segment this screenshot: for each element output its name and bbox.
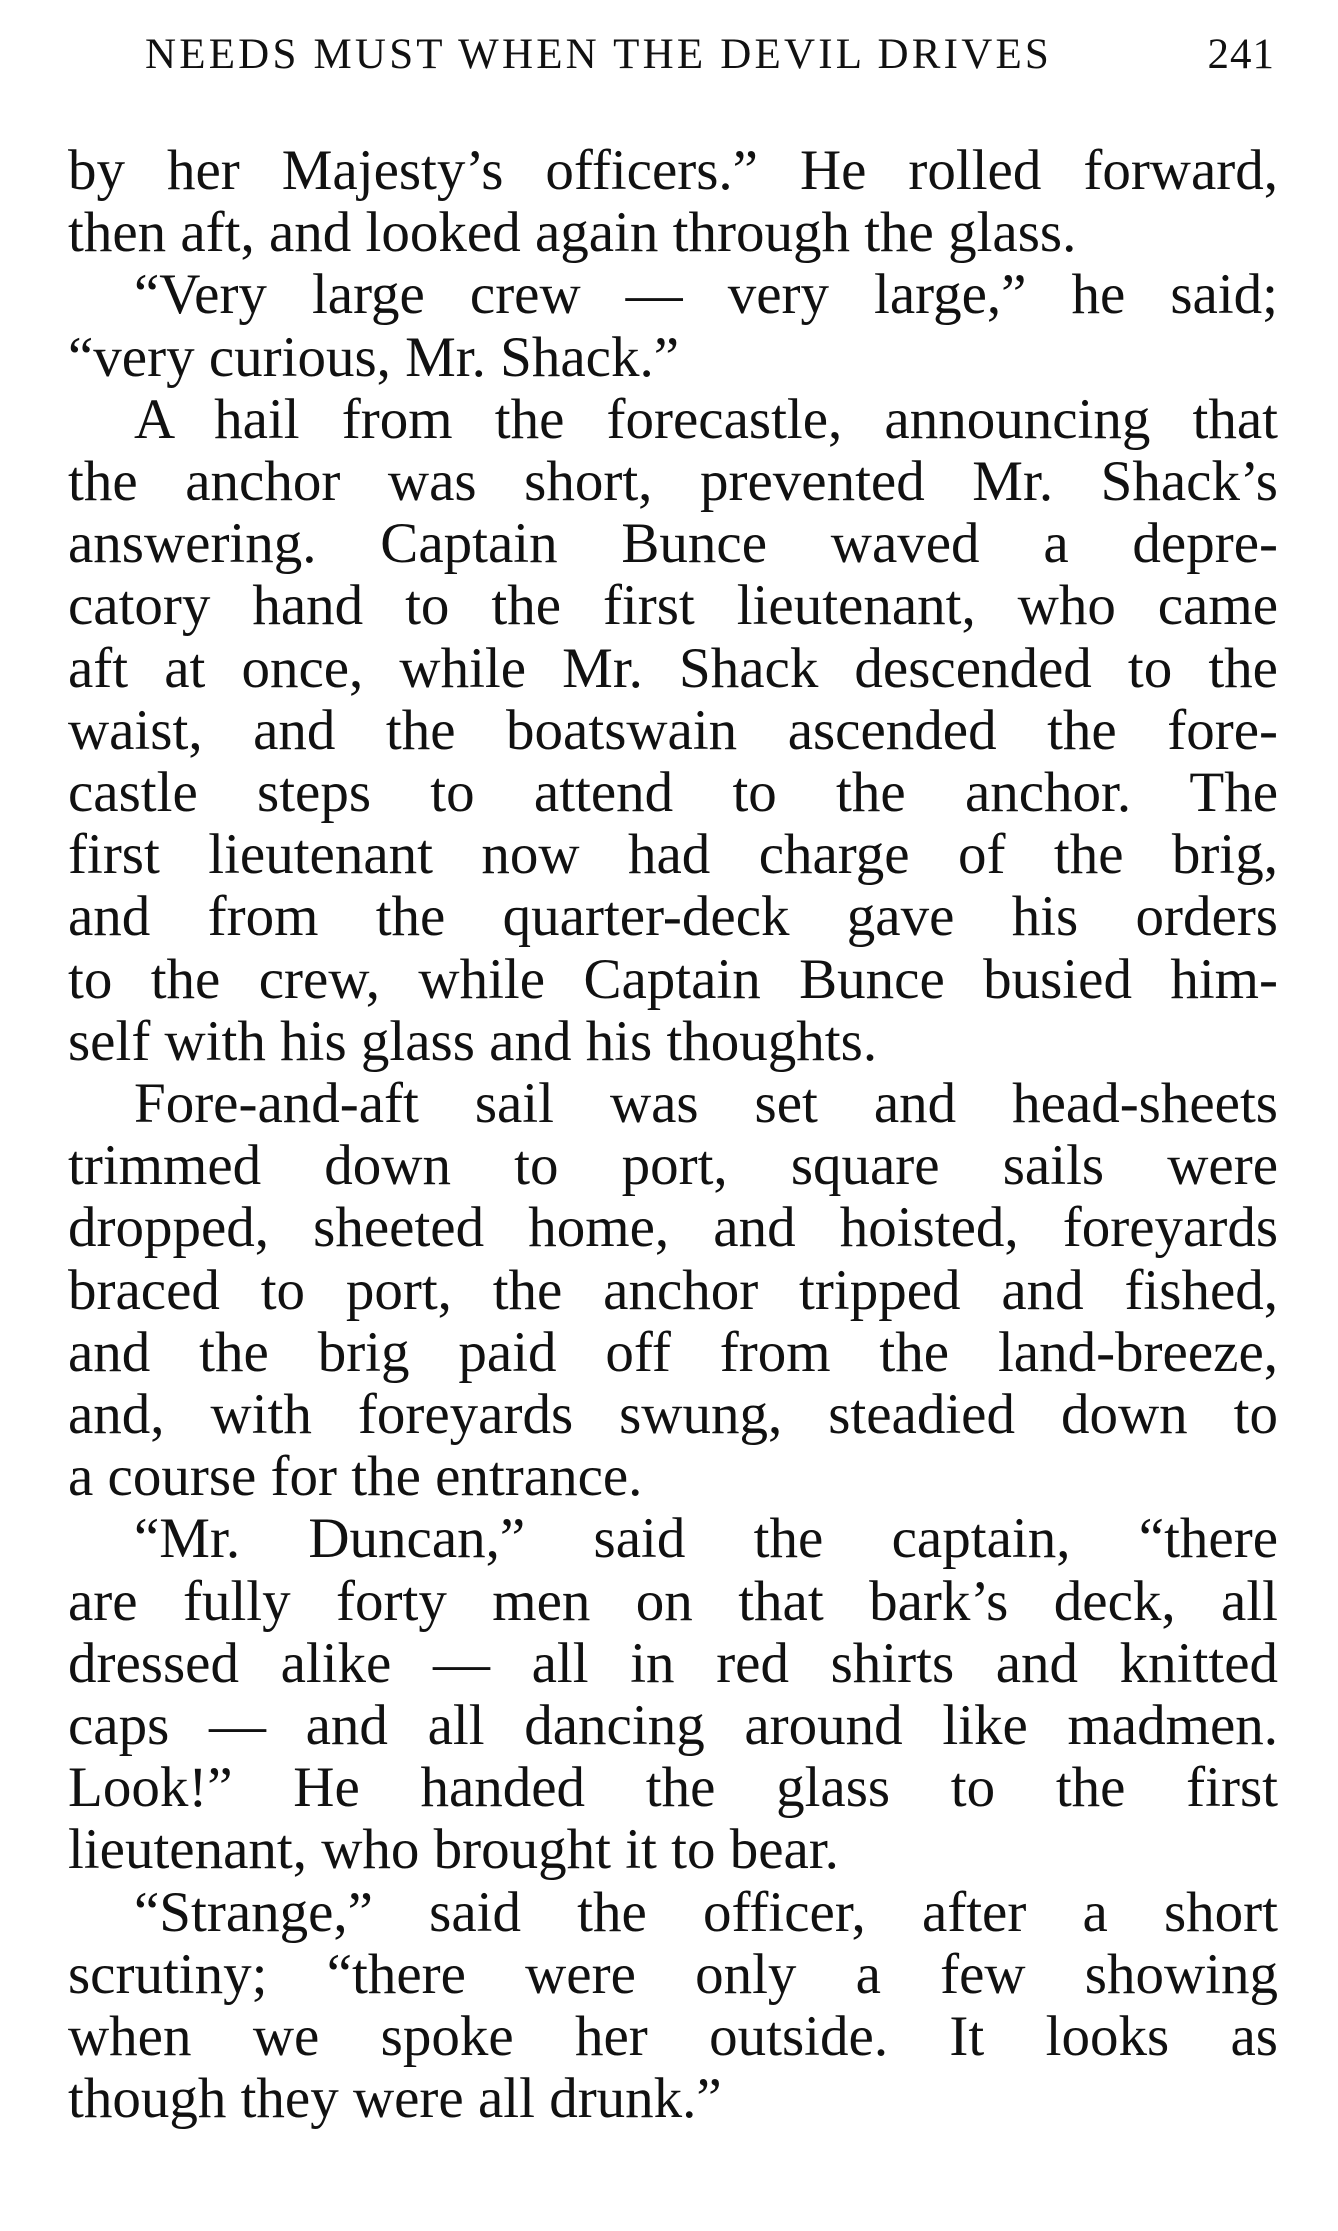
text-line: A hail from the forecastle, announcing that xyxy=(134,387,1278,451)
paragraph xyxy=(68,1882,1278,2131)
text-line: scrutiny; “there were only a few showing xyxy=(68,1942,1278,2006)
text-line: by her Majesty’s officers.” He rolled forward, xyxy=(68,139,1278,202)
running-head xyxy=(145,22,1275,92)
text-line: when we spoke her outside. It looks as xyxy=(68,2005,1278,2069)
paragraph xyxy=(68,1073,1278,1508)
text-line: aft at once, while Mr. Shack descended to the xyxy=(68,636,1278,700)
paragraph xyxy=(68,264,1278,388)
text-line: to the crew, while Captain Bunce busied him- xyxy=(68,947,1278,1011)
body-text xyxy=(68,140,1278,2131)
text-line: Fore-and-aft sail was set and head-sheets xyxy=(134,1072,1278,1136)
text-line: “Mr. Duncan,” said the captain, “there xyxy=(134,1507,1278,1571)
text-line: and, with foreyards swung, steadied down to xyxy=(68,1383,1278,1447)
text-line: castle steps to attend to the anchor. The xyxy=(68,761,1278,825)
text-line: are fully forty men on that bark’s deck, all xyxy=(68,1569,1278,1633)
text-line: “very curious, Mr. Shack.” xyxy=(68,325,679,389)
text-line: and from the quarter-deck gave his orders xyxy=(68,885,1278,949)
text-line: first lieutenant now had charge of the brig, xyxy=(68,823,1278,887)
text-line: a course for the entrance. xyxy=(68,1445,643,1509)
text-line: self with his glass and his thoughts. xyxy=(68,1009,878,1073)
paragraph xyxy=(68,140,1278,264)
text-line: “Strange,” said the officer, after a short xyxy=(134,1880,1278,1944)
text-line: the anchor was short, prevented Mr. Shack’s xyxy=(68,450,1278,514)
text-line: lieutenant, who brought it to bear. xyxy=(68,1818,839,1882)
text-line: Look!” He handed the glass to the first xyxy=(68,1756,1278,1820)
paragraph xyxy=(68,389,1278,1073)
text-line: answering. Captain Bunce waved a depre- xyxy=(68,512,1278,576)
text-line: then aft, and looked again through the glass. xyxy=(68,201,1077,265)
paragraph xyxy=(68,1508,1278,1881)
text-line: dressed alike — all in red shirts and knitted xyxy=(68,1631,1278,1695)
text-line: catory hand to the first lieutenant, who came xyxy=(68,574,1278,638)
text-line: and the brig paid off from the land-breeze, xyxy=(68,1320,1278,1384)
text-line: “Very large crew — very large,” he said; xyxy=(134,263,1278,327)
text-line: braced to port, the anchor tripped and fished, xyxy=(68,1258,1278,1322)
text-line: dropped, sheeted home, and hoisted, foreyards xyxy=(68,1196,1278,1260)
page-number: 241 xyxy=(1207,31,1275,78)
text-line: though they were all drunk.” xyxy=(68,2067,722,2131)
running-title: NEEDS MUST WHEN THE DEVIL DRIVES xyxy=(145,31,1053,78)
text-line: caps — and all dancing around like madmen. xyxy=(68,1694,1278,1758)
text-line: trimmed down to port, square sails were xyxy=(68,1134,1278,1198)
text-line: waist, and the boatswain ascended the fore- xyxy=(68,698,1278,762)
